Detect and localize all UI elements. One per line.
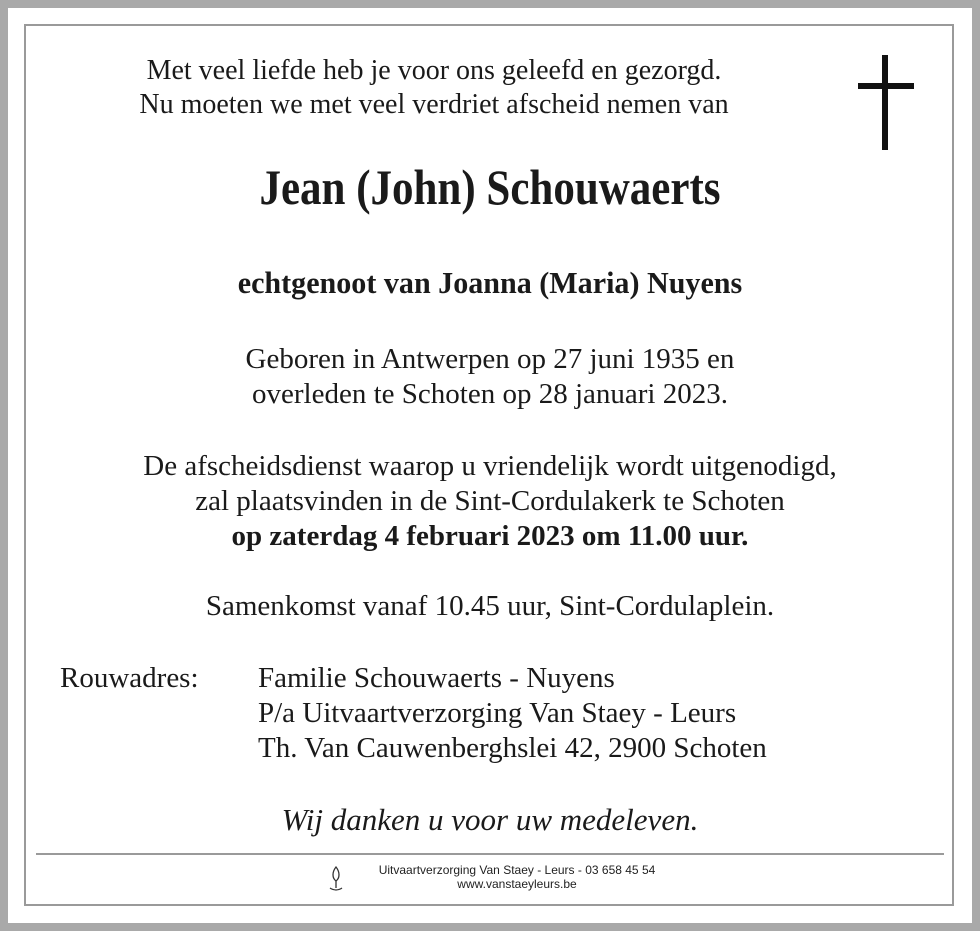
spouse-line: echtgenoot van Joanna (Maria) Nuyens <box>237 265 743 300</box>
footer-text <box>352 863 682 891</box>
footer-website[interactable]: www.vanstaeyleurs.be <box>457 877 577 891</box>
thanks-line: Wij danken u voor uw medeleven. <box>281 802 699 837</box>
funeral-home-logo-icon <box>326 864 346 894</box>
deceased-name: Jean (John) Schouwaerts <box>259 159 721 215</box>
footer-contact: Uitvaartverzorging Van Staey - Leurs - 03 658 45 54 <box>378 863 656 877</box>
address-line-1: Familie Schouwaerts - Nuyens <box>258 662 615 694</box>
service-line-2: zal plaatsvinden in de Sint-Cordulakerk te Schoten <box>195 485 785 517</box>
intro-line-2: Nu moeten we met veel verdriet afscheid nemen van <box>139 89 729 120</box>
birth-line: Geboren in Antwerpen op 27 juni 1935 en <box>245 343 735 375</box>
death-line: overleden te Schoten op 28 januari 2023. <box>252 378 728 410</box>
intro-line-1: Met veel liefde heb je voor ons geleefd en gezorgd. <box>146 55 722 86</box>
service-line-1: De afscheidsdienst waarop u vriendelijk wordt uitgenodigd, <box>143 450 837 482</box>
address-label: Rouwadres: <box>60 662 199 694</box>
address-line-3: Th. Van Cauwenberghslei 42, 2900 Schoten <box>258 732 767 764</box>
service-date: op zaterdag 4 februari 2023 om 11.00 uur. <box>231 520 749 552</box>
address-line-2: P/a Uitvaartverzorging Van Staey - Leurs <box>258 697 737 729</box>
footer-divider <box>36 853 944 855</box>
gathering-line: Samenkomst vanaf 10.45 uur, Sint-Cordulaplein. <box>205 590 775 622</box>
